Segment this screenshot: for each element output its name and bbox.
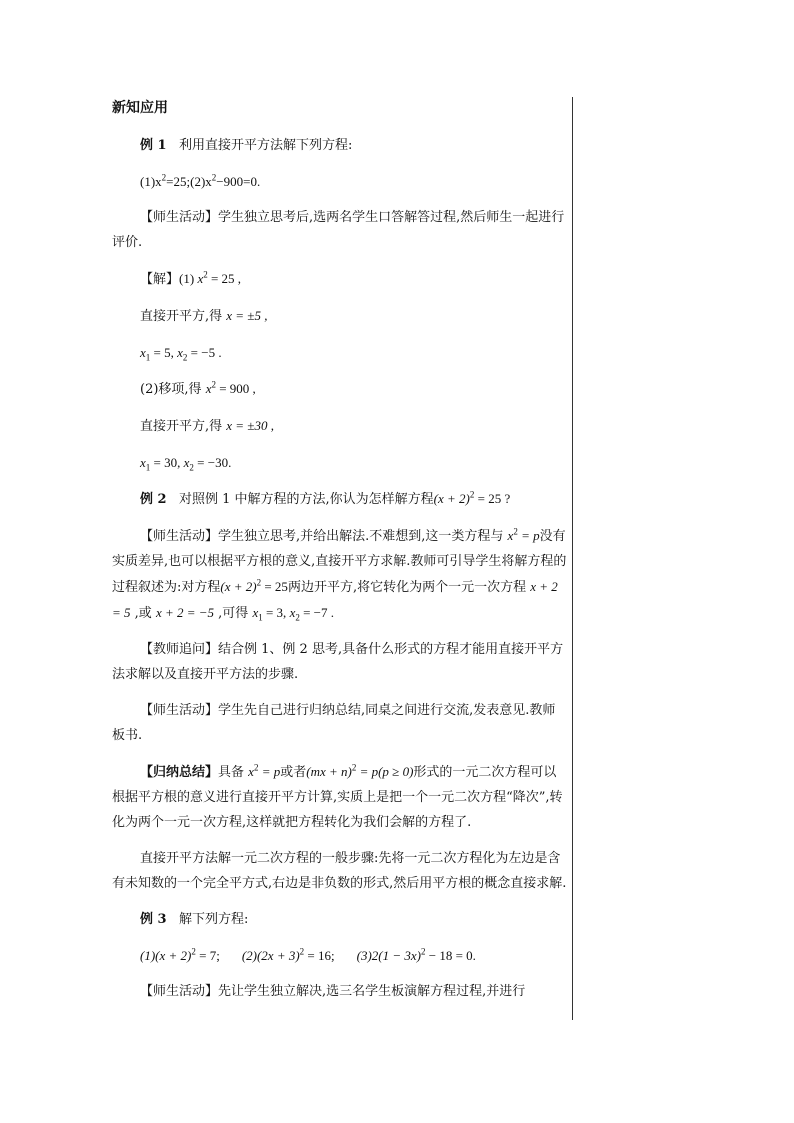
example-2-label: 例 2 (140, 492, 167, 507)
example-1-equations: $(1)x^2=25;(2)x^2-900=0$. (140, 172, 261, 189)
teacher-followup: 【教师追问】结合例 1、例 2 思考,具备什么形式的方程才能用直接开平方法求解以及直接开平方法的步骤. (112, 642, 564, 682)
solution-line-4: (2)移项,得 $x^2 = 900$ , (140, 379, 256, 397)
solution-line-3: $x_1 = 5$, $x_2 = -5$ . (140, 345, 222, 363)
example-3: 例 3 解下列方程: (140, 912, 249, 927)
summary-label: 【归纳总结】 (140, 765, 219, 780)
example-2: 例 2 对照例 1 中解方程的方法,你认为怎样解方程$(x + 2)^2 = 25$ ? (140, 489, 511, 507)
activity-1: 【师生活动】学生独立思考后,选两名学生口答解答过程,然后师生一起进行评价. (112, 210, 565, 250)
lesson-content (112, 92, 567, 1015)
solution-line-1: 【解】(1) $x^2 = 25$ , (140, 269, 242, 287)
example-3-label: 例 3 (140, 912, 167, 927)
example-3-equations: $(1)(x + 2)^2 = 7$; $(2)(2x + 3)^2 = 16$; $(3)2(1 - 3x)^2 - 18 = 0$. (140, 946, 476, 963)
activity-2: 【师生活动】学生独立思考,并给出解法.不难想到,这一类方程与 $x^2 = p$没有实质差异,也可以根据平方根的意义,直接开平方求解.教师可引导学生将解方程的过程叙述为:对方程$(x + 2)^2 = 25$两边开平方,将它转化为两个一元一次方程 x + 2 = 5 ,或 x + 2 = −5 ,可得 $x_1 = 3$, $x_2 = -7$ . (112, 526, 567, 623)
summary: 【归纳总结】具备 $x^2 = p$或者(mx + n)$^2$ = p(p ≥ 0)形式的一元二次方程可以根据平方根的意义进行直接开平方计算,实质上是把一个一元二次方程“降次”,转化为两个一元一次方程,这样就把方程转化为我们会解的方程了. (112, 762, 563, 830)
example-1 (112, 133, 567, 158)
solution-line-6: $x_1 = 30$, $x_2 = -30$. (140, 455, 232, 473)
solution-line-2: 直接开平方,得 x = ±5 , (140, 308, 268, 324)
example-1-text: 利用直接开平方法解下列方程: (178, 138, 353, 153)
activity-3: 【师生活动】学生先自己进行归纳总结,同桌之间进行交流,发表意见.教师板书. (112, 703, 556, 743)
section-title: 新知应用 (112, 100, 168, 116)
example-1-label: 例 1 (140, 138, 167, 153)
solution-label: 【解】 (140, 272, 180, 287)
margin-rule (572, 97, 573, 1020)
solution-line-5: 直接开平方,得 x = ±30 , (140, 418, 274, 434)
activity-4: 【师生活动】先让学生独立解决,选三名学生板演解方程过程,并进行 (140, 984, 526, 999)
method-steps: 直接开平方法解一元二次方程的一般步骤:先将一元二次方程化为左边是含有未知数的一个完全平方式,右边是非负数的形式,然后用平方根的概念直接求解. (112, 851, 567, 891)
